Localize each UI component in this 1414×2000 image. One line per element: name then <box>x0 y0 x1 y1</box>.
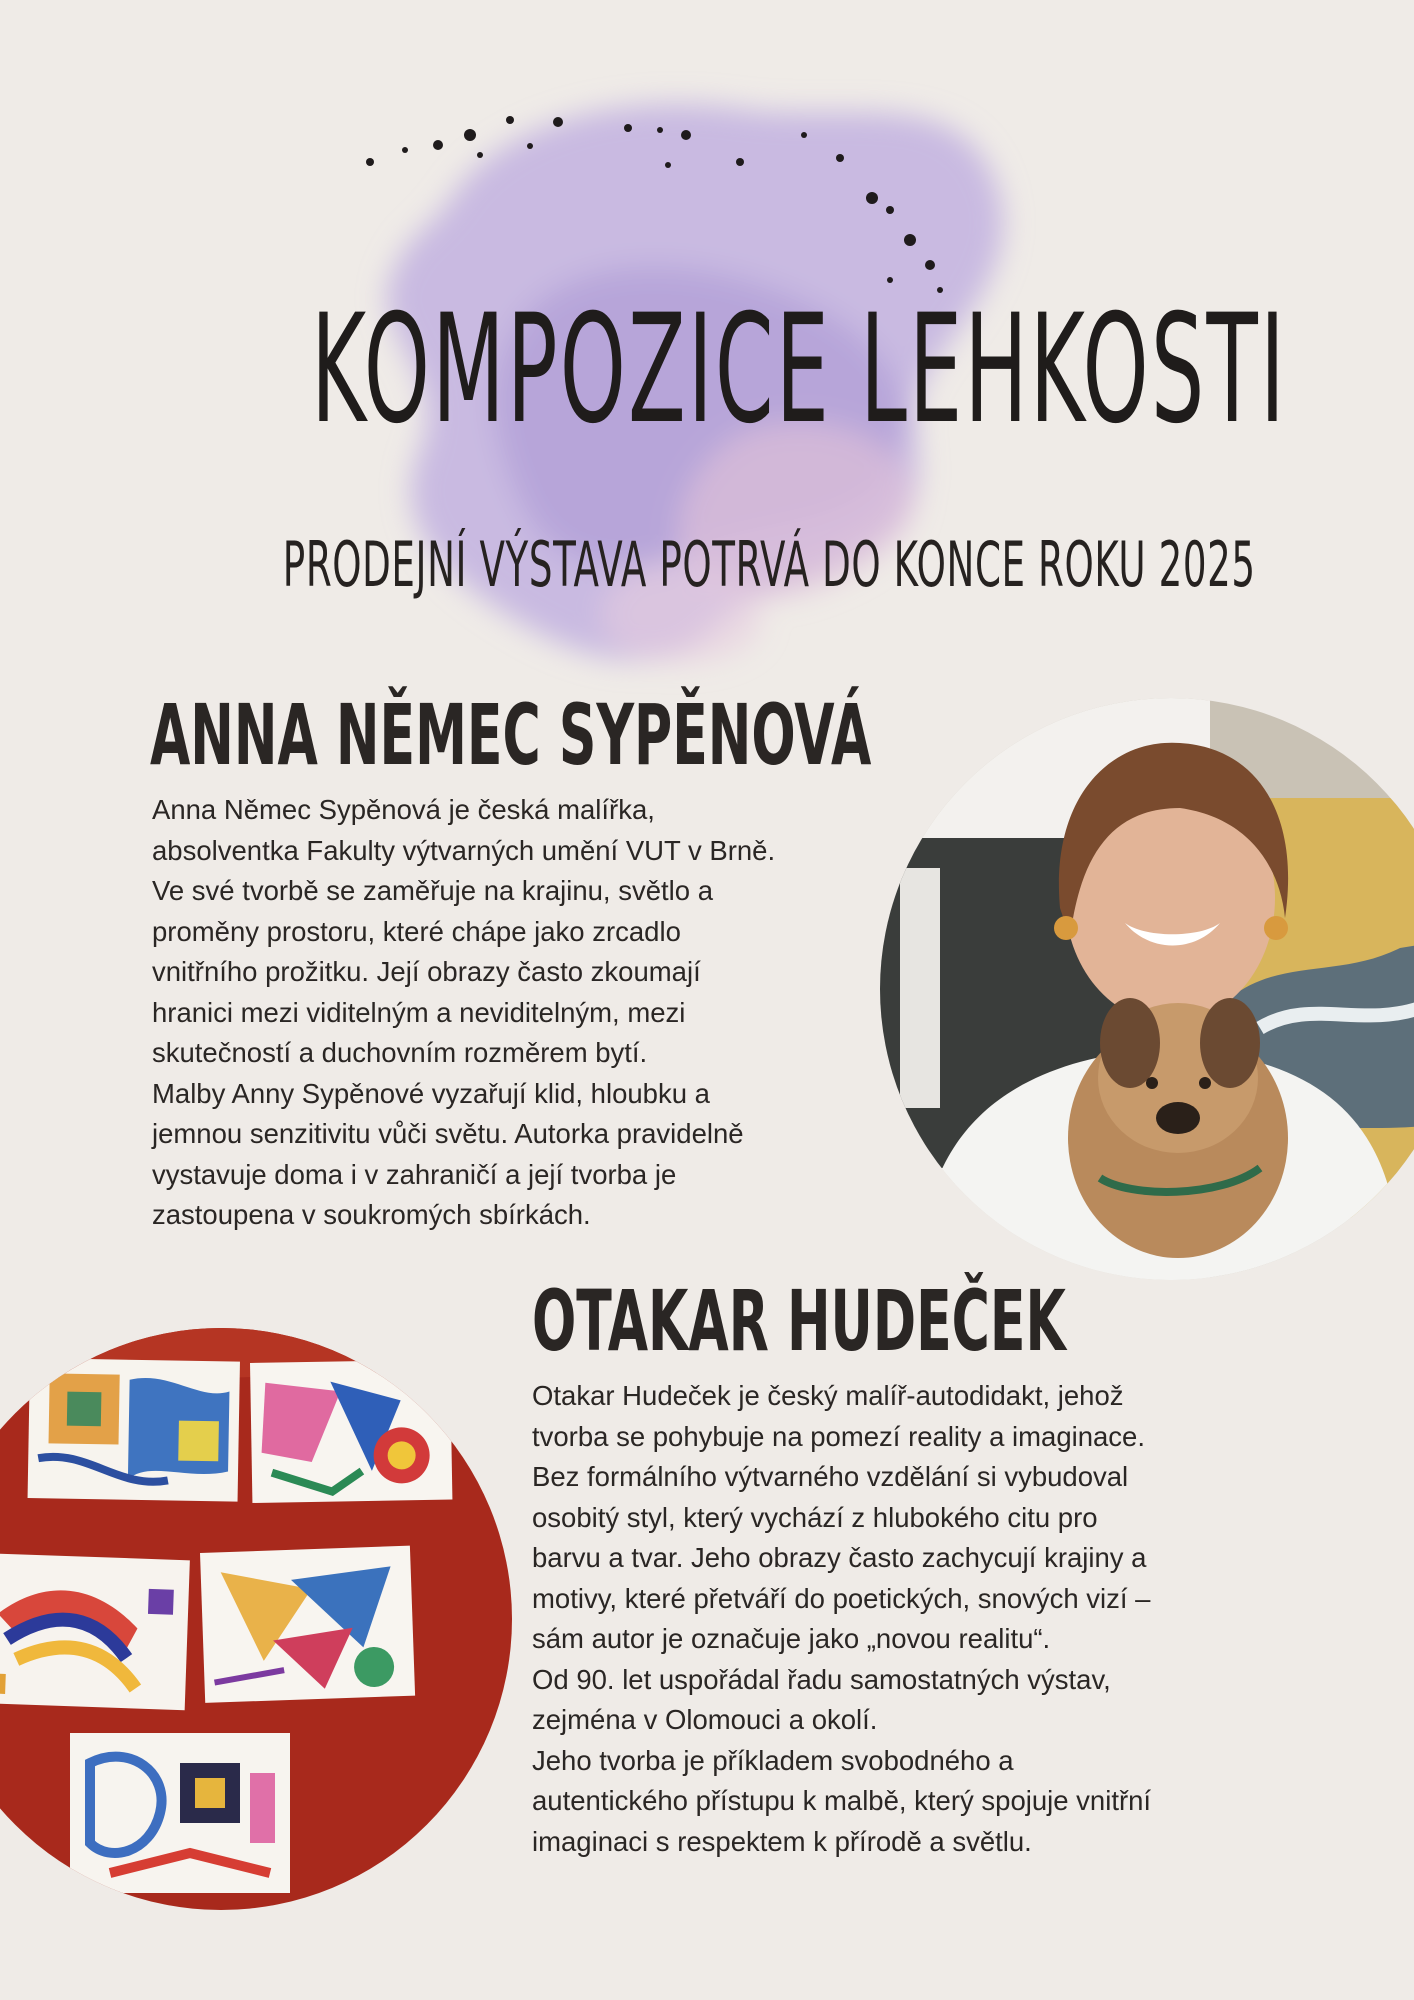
bio-line: sám autor je označuje jako „novou realitu“. <box>532 1623 1051 1654</box>
bio-line: Od 90. let uspořádal řadu samostatných výstav, <box>532 1663 1111 1695</box>
bio-line: motivy, které přetváří do poetických, snových vizí – <box>532 1582 1151 1614</box>
artist-bio-anna <box>152 790 912 1236</box>
artwork-photo-otakar <box>0 1328 512 1910</box>
bio-line: proměny prostoru, které chápe jako zrcadlo <box>152 915 681 947</box>
bio-line: vystavuje doma i v zahraničí a její tvorba je <box>152 1158 677 1190</box>
bio-line: tvorba se pohybuje na pomezí reality a imaginace. <box>532 1420 1145 1452</box>
bio-line: Jeho tvorba je příkladem svobodného a <box>532 1744 1014 1776</box>
artist-name-otakar: OTAKAR HUDEČEK <box>532 1272 1066 1370</box>
bio-line: Malby Anny Sypěnové vyzařují klid, hloubku a <box>152 1077 710 1109</box>
page-title: KOMPOZICE LEHKOSTI <box>311 283 1288 457</box>
artist-name-anna: ANNA NĚMEC SYPĚNOVÁ <box>150 686 872 784</box>
bio-line: jemnou senzitivitu vůči světu. Autorka pravidelně <box>152 1118 744 1149</box>
bio-line: imaginaci s respektem k přírodě a světlu. <box>532 1825 1032 1857</box>
bio-line: osobitý styl, který vychází z hlubokého citu pro <box>532 1501 1098 1533</box>
bio-line: skutečností a duchovním rozměrem bytí. <box>152 1037 648 1068</box>
artist-photo-anna <box>880 698 1414 1280</box>
bio-line: zastoupena v soukromých sbírkách. <box>152 1199 591 1230</box>
page-subtitle: PRODEJNÍ VÝSTAVA POTRVÁ DO KONCE ROKU 2025 <box>282 528 1256 601</box>
bio-line: hranici mezi viditelným a neviditelným, mezi <box>152 996 686 1028</box>
bio-line: barvu a tvar. Jeho obrazy často zachycují krajiny a <box>532 1542 1147 1573</box>
bio-line: Anna Němec Sypěnová je česká malířka, <box>152 794 655 825</box>
bio-line: Bez formálního výtvarného vzdělání si vybudoval <box>532 1461 1129 1492</box>
bio-line: Otakar Hudeček je český malíř-autodidakt, jehož <box>532 1380 1124 1411</box>
artist-bio-otakar <box>532 1376 1382 1862</box>
bio-line: absolventka Fakulty výtvarných umění VUT v Brně. <box>152 834 776 866</box>
bio-line: Ve své tvorbě se zaměřuje na krajinu, světlo a <box>152 875 713 906</box>
bio-line: vnitřního prožitku. Její obrazy často zkoumají <box>152 956 701 987</box>
bio-line: autentického přístupu k malbě, který spojuje vnitřní <box>532 1785 1152 1816</box>
bio-line: zejména v Olomouci a okolí. <box>532 1704 878 1735</box>
